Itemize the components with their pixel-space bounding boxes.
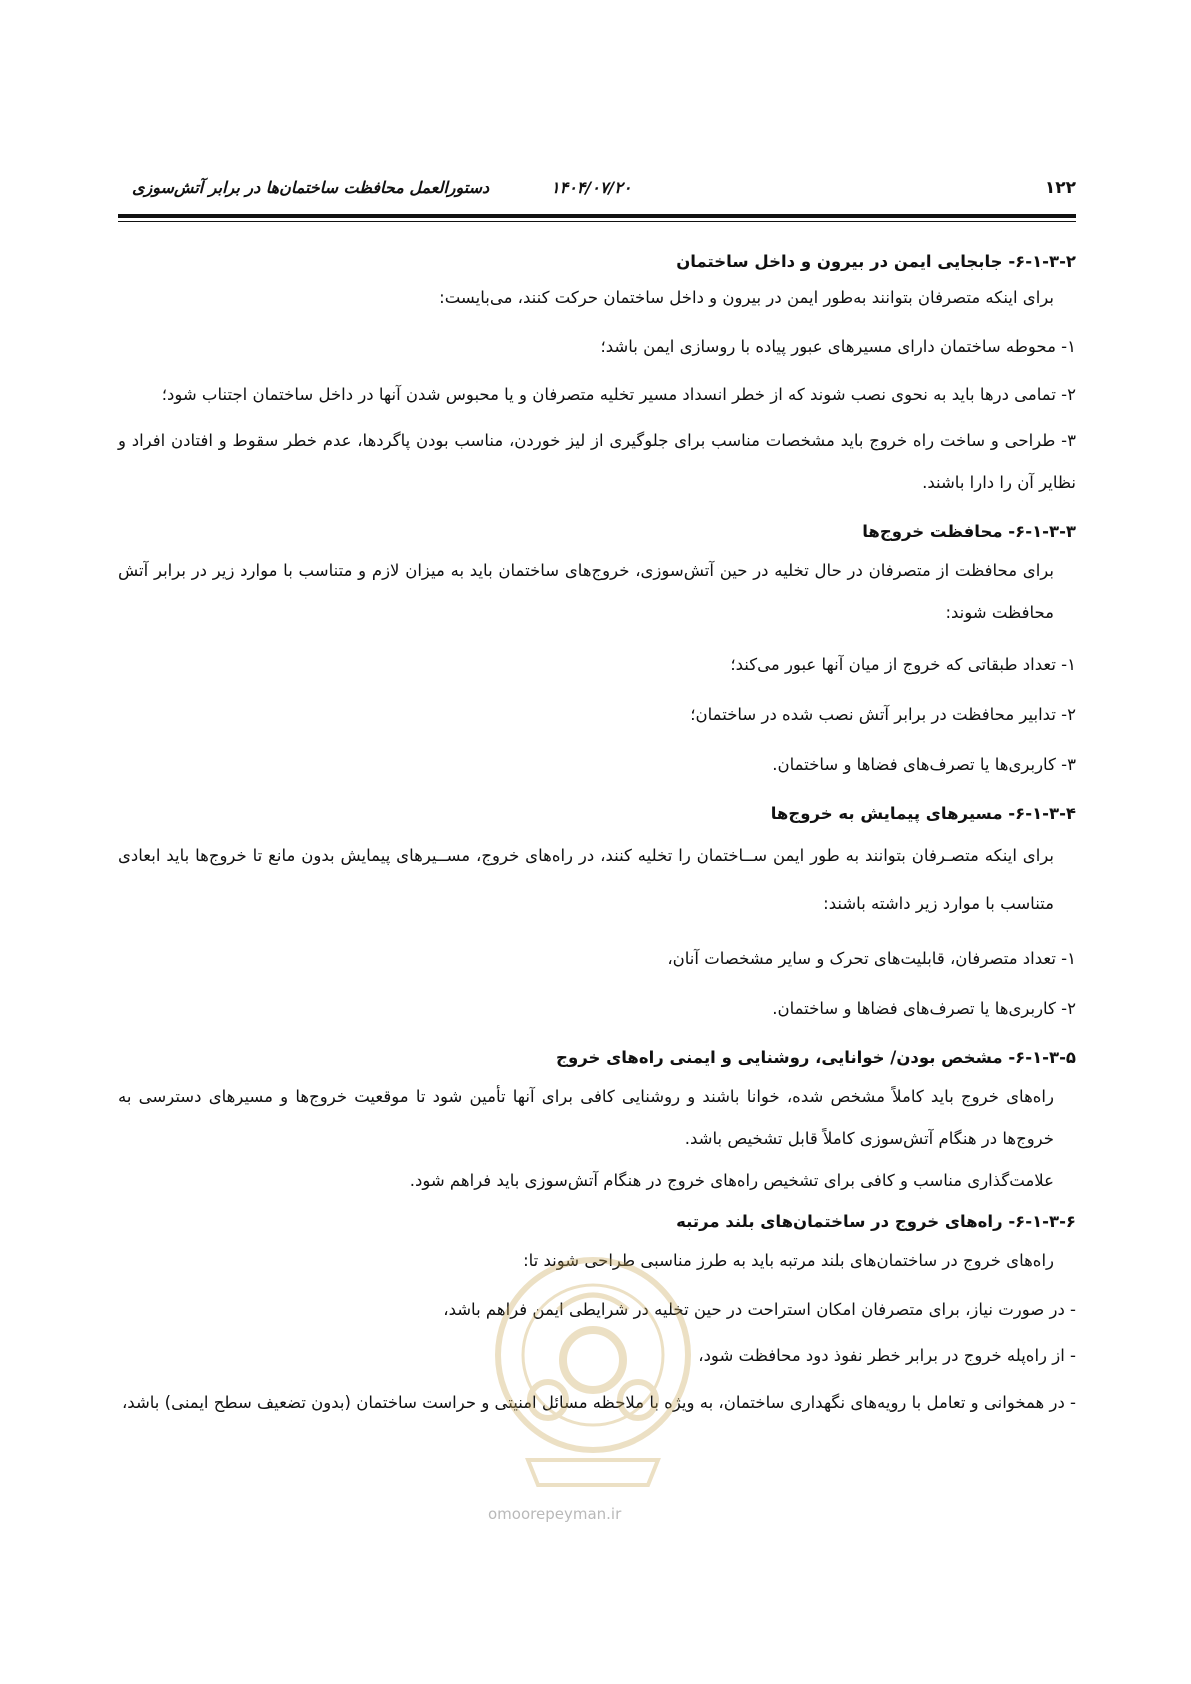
list-item: ۱- تعداد متصرفان، قابلیت‌های تحرک و سایر مشخصات آنان، [667,949,1076,968]
seal-logo-icon [488,1250,698,1500]
header-date: ۱۴۰۴/۰۷/۲۰ [551,178,632,197]
list-item: ۱- محوطه ساختمان دارای مسیرهای عبور پیاده با روسازی ایمن باشد؛ [600,337,1076,356]
section-heading: ۶-۱-۳-۵- مشخص بودن/ خوانایی، روشنایی و ایمنی راه‌های خروج [556,1048,1076,1067]
page-header [118,176,1076,206]
section-heading: ۶-۱-۳-۶- راه‌های خروج در ساختمان‌های بلند مرتبه [676,1212,1076,1231]
section-heading: ۶-۱-۳-۴- مسیرهای پیمایش به خروج‌ها [770,804,1076,823]
section-paragraph: علامت‌گذاری مناسب و کافی برای تشخیص راه‌های خروج در هنگام آتش‌سوزی باید فراهم شود. [409,1171,1054,1190]
watermark-text: omoorepeyman.ir [488,1505,622,1523]
list-item: ۲- تدابیر محافظت در برابر آتش نصب شده در ساختمان؛ [690,705,1076,724]
header-title: دستورالعمل محافظت ساختمان‌ها در برابر آتش‌سوزی [132,178,490,197]
list-item: ۲- کاربری‌ها یا تصرف‌های فضاها و ساختمان. [772,999,1076,1018]
section-paragraph: راه‌های خروج باید کاملاً مشخص شده، خوانا باشند و روشنایی کافی برای آنها تأمین شود تا موقعیت خروج‌ها و مسیرهای دسترسی به خروج‌ها در هنگام آتش‌سوزی کاملاً قابل تشخیص باشد. [118,1087,1054,1148]
header-rule-thick [118,214,1076,218]
list-item: ۳- کاربری‌ها یا تصرف‌های فضاها و ساختمان. [772,755,1076,774]
section-intro: برای محافظت از متصرفان در حال تخلیه در حین آتش‌سوزی، خروج‌های ساختمان باید به میزان لازم و متناسب با موارد زیر در برابر آتش محافظت شوند: [118,561,1054,622]
list-item: - در صورت نیاز، برای متصرفان امکان استراحت در حین تخلیه در شرایطی ایمن فراهم باشد، [443,1300,1076,1319]
section-heading: ۶-۱-۳-۳- محافظت خروج‌ها [862,522,1076,541]
section-heading: ۶-۱-۳-۲- جابجایی ایمن در بیرون و داخل ساختمان [676,252,1076,271]
list-item: ۱- تعداد طبقاتی که خروج از میان آنها عبور می‌کند؛ [730,655,1076,674]
list-item: - از راه‌پله خروج در برابر خطر نفوذ دود محافظت شود، [698,1346,1076,1365]
section-intro: برای اینکه متصرفان بتوانند به‌طور ایمن در بیرون و داخل ساختمان حرکت کنند، می‌بایست: [439,288,1054,307]
list-item: ۳- طراحی و ساخت راه خروج باید مشخصات مناسب برای جلوگیری از لیز خوردن، مناسب بودن پاگردها، عدم خطر سقوط و افتادن افراد و نظایر آن را دارا باشند. [118,431,1076,492]
list-item: ۲- تمامی درها باید به نحوی نصب شوند که از خطر انسداد مسیر تخلیه متصرفان و یا محبوس شدن آنها در داخل ساختمان اجتناب شود؛ [161,385,1076,404]
section-intro: برای اینکه متصـرفان بتوانند به طور ایمن ســاختمان را تخلیه کنند، در راه‌های خروج، مســیرهای پیمایش بدون مانع تا خروج‌ها باید ابعادی متناسب با موارد زیر داشته باشند: [118,846,1054,913]
section-intro: راه‌های خروج در ساختمان‌های بلند مرتبه باید به طرز مناسبی طراحی شوند تا: [523,1251,1054,1270]
page-content [118,244,1076,1422]
page-number: ۱۲۲ [1044,178,1076,198]
header-rule-thin [118,221,1076,222]
list-item: - در همخوانی و تعامل با رویه‌های نگهداری ساختمان، به ویژه با ملاحظه مسائل امنیتی و حراست ساختمان (بدون تضعیف سطح ایمنی) باشد، [121,1393,1076,1412]
